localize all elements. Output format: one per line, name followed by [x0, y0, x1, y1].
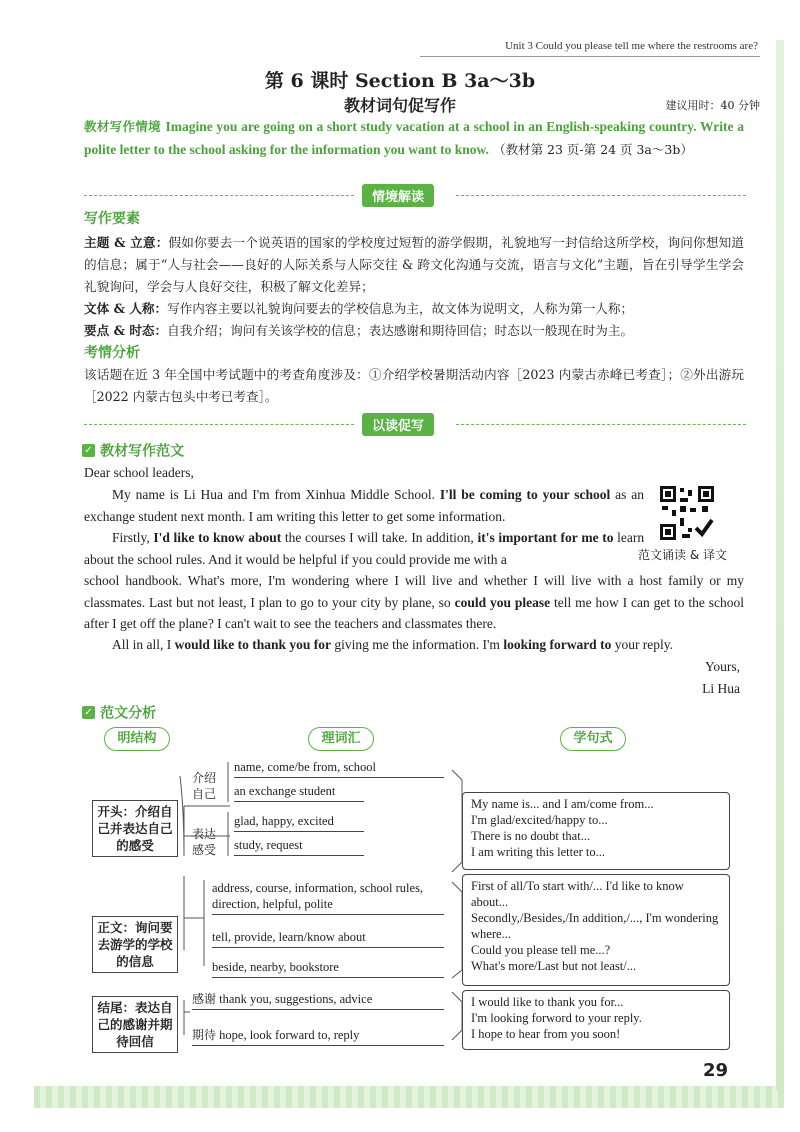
sample-heading-group [82, 440, 184, 461]
end-expect-label: 期待 [192, 1028, 217, 1042]
banner-rule-right [456, 195, 746, 196]
banner-interpret: 情境解读 [362, 184, 434, 207]
intro-sentence: I'm glad/excited/happy to... [471, 813, 608, 827]
column-vocabulary: 理词汇 [308, 727, 374, 751]
side-band [776, 40, 784, 1090]
p3b: would like to thank you for [174, 637, 332, 652]
body-words3: beside, nearby, bookstore [212, 960, 444, 978]
qr-code[interactable] [658, 484, 716, 542]
p2b: I'd like to know about [153, 530, 282, 545]
structure-body: 正文：询问要去游学的学校的信息 [92, 916, 178, 973]
keypoints-text: 自我介绍；询问有关该学校的信息；表达感谢和期待回信；时态以一般现在时为主。 [167, 323, 634, 338]
scenario-ref: （教材第 23 页-第 24 页 3a～3b） [493, 142, 693, 157]
p2f: learn about the school rules. And it would be helpful if you could provide me with a [84, 530, 645, 567]
analysis-heading: 范文分析 [100, 705, 157, 722]
scenario-paragraph [84, 116, 744, 162]
p2i: tell me how I can get to the school after I get off the plane? I can't wait to see the teachers and classmates there. [84, 594, 745, 631]
analysis-heading-group [82, 702, 156, 723]
p3a: All in all, I [112, 637, 172, 652]
letter-closing: Yours, [704, 659, 740, 674]
end-sentence: I'm looking forword to your reply. [471, 1011, 642, 1025]
p3e: your reply. [614, 637, 674, 652]
intro-sentences-box [462, 792, 730, 870]
body-words1: address, course, information, school rules, direction, helpful, polite [212, 880, 444, 915]
column-structure: 明结构 [104, 727, 170, 751]
intro-feel-words2: study, request [234, 838, 364, 856]
intro-self-words1: name, come/be from, school [234, 760, 444, 778]
p3d: looking forward to [503, 637, 612, 652]
keypoints-label: 要点 & 时态： [84, 323, 168, 338]
analysis-connectors [80, 750, 480, 1060]
intro-self-label: 介绍自己 [192, 771, 217, 801]
intro-sentence: My name is... and I am/come from... [471, 797, 654, 811]
p2e: me to [581, 530, 614, 545]
sample-heading: 教材写作范文 [100, 443, 185, 460]
intro-self-words2: an exchange student [234, 784, 364, 802]
banner-read-write: 以读促写 [362, 413, 434, 436]
writing-points-body [84, 232, 744, 342]
theme-label: 主题 & 立意： [84, 235, 169, 250]
end-sentence: I hope to hear from you soon! [471, 1027, 621, 1041]
intro-feel-words1: glad, happy, excited [234, 814, 364, 832]
intro-sentence: There is no doubt that... [471, 829, 591, 843]
letter-paragraph-2a [84, 527, 644, 570]
structure-intro: 开头：介绍自己并表达自己的感受 [92, 800, 178, 857]
header-rule [420, 56, 760, 57]
scenario-text: Imagine you are going on a short study vacation at a school in an English-speaking country. Write a polite letter to the school asking for the information you want to know. [84, 119, 744, 157]
end-thanks-words: thank you, suggestions, advice [219, 992, 373, 1006]
page-title: 第 6 课时 Section B 3a～3b [264, 70, 536, 92]
check-icon: ✓ [82, 444, 95, 457]
letter-paragraph-3 [84, 634, 744, 656]
end-expect-words: hope, look forward to, reply [219, 1028, 360, 1042]
p1c: as an exchange student next month. I am writing this letter to get some information. [84, 487, 644, 524]
time-hint: 建议用时：40 分钟 [665, 99, 760, 112]
p2g: school handbook. What's more, I'm wondering where I will live and whether I will live with a host family or my classmates. Last but not least, I plan to go to your city by plane, so [84, 573, 744, 610]
body-sentence: Could you please tell me...? [471, 943, 611, 957]
p2c: the courses I will take. In addition, [284, 530, 474, 545]
check-icon: ✓ [82, 706, 95, 719]
style-text: 写作内容主要以礼貌询问要去的学校信息为主，故文体为说明文，人称为第一人称； [167, 301, 634, 316]
letter-signature: Li Hua [702, 681, 740, 696]
intro-sentence: I am writing this letter to... [471, 845, 606, 859]
banner-rule-left [84, 195, 354, 196]
p2a: Firstly, [112, 530, 150, 545]
writing-points-heading: 写作要素 [84, 211, 140, 227]
p3c: giving me the information. I'm [334, 637, 500, 652]
end-sentence: I would like to thank you for... [471, 995, 624, 1009]
theme-text: 假如你要去一个说英语的国家的学校度过短暂的游学假期，礼貌地写一封信给这所学校，询问你想知道的信息；属于“人与社会——良好的人际关系与人际交往 & 跨文化沟通与交流，语言与文化”主题，旨在引导学生学会礼貌询问，学会与人良好交往，积极了解文化差异； [84, 235, 745, 294]
letter-paragraph-2b [84, 570, 744, 635]
body-sentences-box [462, 874, 730, 986]
qr-caption: 范文诵读 & 译文 [638, 548, 727, 562]
scenario-label: 教材写作情境 [84, 119, 161, 134]
p2h: could you please [454, 594, 551, 610]
p1a: My name is Li Hua and I'm from Xinhua Middle School. [112, 487, 435, 502]
page-number: 29 [702, 1060, 728, 1081]
body-sentence: First of all/To start with/... I'd like to know about... [471, 879, 684, 909]
page-subtitle: 教材词句促写作 [343, 96, 456, 115]
body-words2: tell, provide, learn/know about [212, 930, 444, 948]
end-thanks-label: 感谢 [192, 992, 217, 1006]
column-sentences: 学句式 [560, 727, 626, 751]
p2d: it's important for [477, 530, 578, 545]
banner2-rule-right [456, 424, 746, 425]
intro-feel-label: 表达感受 [192, 827, 217, 857]
running-header: Unit 3 Could you please tell me where the restrooms are? [505, 40, 758, 52]
exam-analysis-text: 该话题在近 3 年全国中考试题中的考查角度涉及：①介绍学校暑期活动内容［2023 内蒙古赤峰已考查］；②外出游玩［2022 内蒙古包头中考已考查］。 [84, 367, 744, 404]
letter-paragraph-1 [84, 484, 644, 527]
structure-end: 结尾：表达自己的感谢并期待回信 [92, 996, 178, 1053]
letter-greeting: Dear school leaders, [84, 465, 194, 480]
body-sentence: What's more/Last but not least/... [471, 959, 637, 973]
footer-band [34, 1086, 784, 1108]
p1b: I'll be coming to your school [439, 487, 611, 502]
body-sentence: Secondly,/Besides,/In addition,/..., I'm wondering where... [471, 911, 719, 941]
style-label: 文体 & 人称： [84, 301, 168, 316]
exam-analysis-heading: 考情分析 [84, 345, 140, 361]
end-sentences-box [462, 990, 730, 1050]
banner2-rule-left [84, 424, 354, 425]
